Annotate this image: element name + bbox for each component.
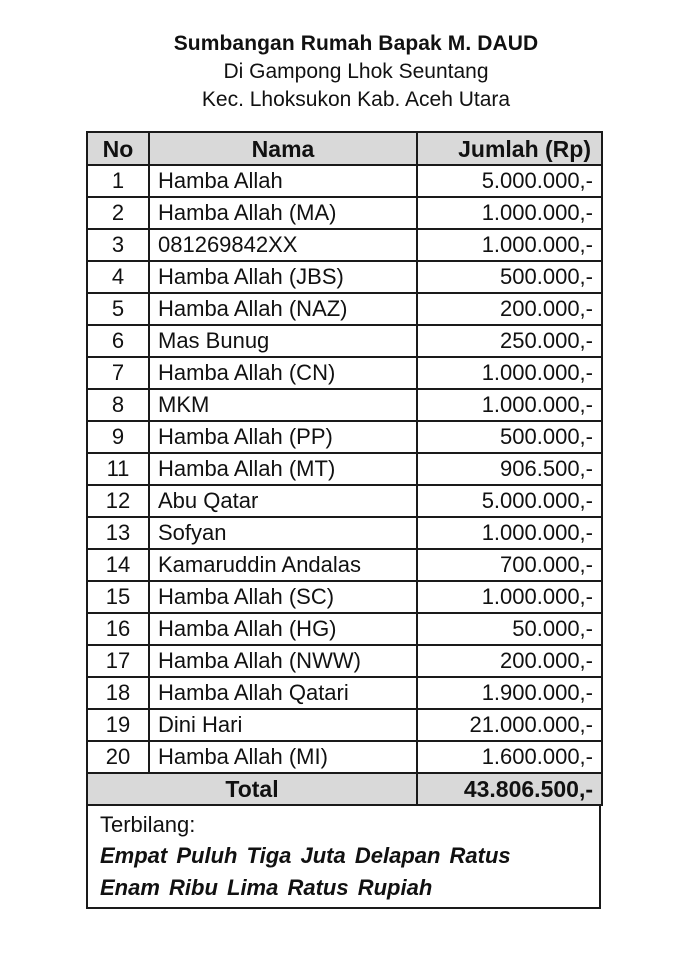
row-number: 12: [87, 485, 149, 517]
amount-in-words-line1: Empat Puluh Tiga Juta Delapan Ratus: [100, 843, 511, 868]
donation-amount: 1.000.000,-: [417, 229, 602, 261]
row-number: 15: [87, 581, 149, 613]
row-number: 11: [87, 453, 149, 485]
donation-amount: 1.000.000,-: [417, 389, 602, 421]
row-number: 18: [87, 677, 149, 709]
total-row: [87, 773, 602, 805]
location-village: Di Gampong Lhok Seuntang: [223, 60, 489, 83]
column-header-name: Nama: [149, 132, 417, 165]
donation-amount: 700.000,-: [417, 549, 602, 581]
row-number: 17: [87, 645, 149, 677]
row-number: 6: [87, 325, 149, 357]
donor-name: MKM: [149, 389, 417, 421]
donor-name: Hamba Allah (CN): [149, 357, 417, 389]
row-number: 20: [87, 741, 149, 773]
row-number: 9: [87, 421, 149, 453]
donor-name: Hamba Allah (MI): [149, 741, 417, 773]
donation-table-container: [86, 131, 601, 909]
table-row: [87, 453, 602, 485]
donor-name: Sofyan: [149, 517, 417, 549]
row-number: 8: [87, 389, 149, 421]
donor-name: Hamba Allah (PP): [149, 421, 417, 453]
donation-amount: 200.000,-: [417, 293, 602, 325]
table-row: [87, 421, 602, 453]
table-row: [87, 325, 602, 357]
donor-name: Hamba Allah (MT): [149, 453, 417, 485]
amount-in-words-box: [86, 806, 601, 909]
row-number: 5: [87, 293, 149, 325]
table-row: [87, 613, 602, 645]
donor-name: Hamba Allah Qatari: [149, 677, 417, 709]
donation-table: [86, 131, 603, 806]
document-title: Sumbangan Rumah Bapak M. DAUD: [173, 32, 539, 55]
donor-name: Kamaruddin Andalas: [149, 549, 417, 581]
table-row: [87, 389, 602, 421]
donor-name: Hamba Allah: [149, 165, 417, 197]
row-number: 16: [87, 613, 149, 645]
row-number: 14: [87, 549, 149, 581]
donation-amount: 5.000.000,-: [417, 485, 602, 517]
table-header-row: [87, 132, 602, 165]
table-body: [87, 165, 602, 773]
donation-amount: 21.000.000,-: [417, 709, 602, 741]
donor-name: Abu Qatar: [149, 485, 417, 517]
table-row: [87, 645, 602, 677]
row-number: 2: [87, 197, 149, 229]
row-number: 1: [87, 165, 149, 197]
donor-name: Hamba Allah (JBS): [149, 261, 417, 293]
table-row: [87, 165, 602, 197]
table-row: [87, 357, 602, 389]
table-row: [87, 517, 602, 549]
donation-amount: 500.000,-: [417, 421, 602, 453]
donor-name: Hamba Allah (SC): [149, 581, 417, 613]
donation-amount: 1.000.000,-: [417, 517, 602, 549]
donor-name: 081269842XX: [149, 229, 417, 261]
table-row: [87, 485, 602, 517]
table-row: [87, 549, 602, 581]
row-number: 4: [87, 261, 149, 293]
table-row: [87, 197, 602, 229]
donor-name: Hamba Allah (MA): [149, 197, 417, 229]
amount-in-words-label: Terbilang:: [100, 812, 196, 837]
donation-amount: 50.000,-: [417, 613, 602, 645]
row-number: 7: [87, 357, 149, 389]
table-row: [87, 709, 602, 741]
total-amount: 43.806.500,-: [417, 773, 602, 805]
donation-amount: 200.000,-: [417, 645, 602, 677]
row-number: 13: [87, 517, 149, 549]
donor-name: Hamba Allah (NAZ): [149, 293, 417, 325]
table-row: [87, 293, 602, 325]
donor-name: Hamba Allah (NWW): [149, 645, 417, 677]
total-label: Total: [87, 773, 417, 805]
donation-amount: 500.000,-: [417, 261, 602, 293]
donation-amount: 1.000.000,-: [417, 581, 602, 613]
donation-amount: 906.500,-: [417, 453, 602, 485]
donation-amount: 1.000.000,-: [417, 357, 602, 389]
donor-name: Mas Bunug: [149, 325, 417, 357]
donor-name: Dini Hari: [149, 709, 417, 741]
column-header-amount: Jumlah (Rp): [417, 132, 602, 165]
table-row: [87, 741, 602, 773]
table-row: [87, 677, 602, 709]
table-row: [87, 229, 602, 261]
row-number: 19: [87, 709, 149, 741]
table-row: [87, 581, 602, 613]
donation-amount: 1.600.000,-: [417, 741, 602, 773]
column-header-no: No: [87, 132, 149, 165]
donor-name: Hamba Allah (HG): [149, 613, 417, 645]
donation-amount: 1.900.000,-: [417, 677, 602, 709]
location-district: Kec. Lhoksukon Kab. Aceh Utara: [201, 88, 511, 111]
donation-amount: 1.000.000,-: [417, 197, 602, 229]
donation-amount: 5.000.000,-: [417, 165, 602, 197]
row-number: 3: [87, 229, 149, 261]
document-header: [0, 30, 700, 114]
table-row: [87, 261, 602, 293]
amount-in-words-line2: Enam Ribu Lima Ratus Rupiah: [100, 875, 433, 900]
donation-amount: 250.000,-: [417, 325, 602, 357]
